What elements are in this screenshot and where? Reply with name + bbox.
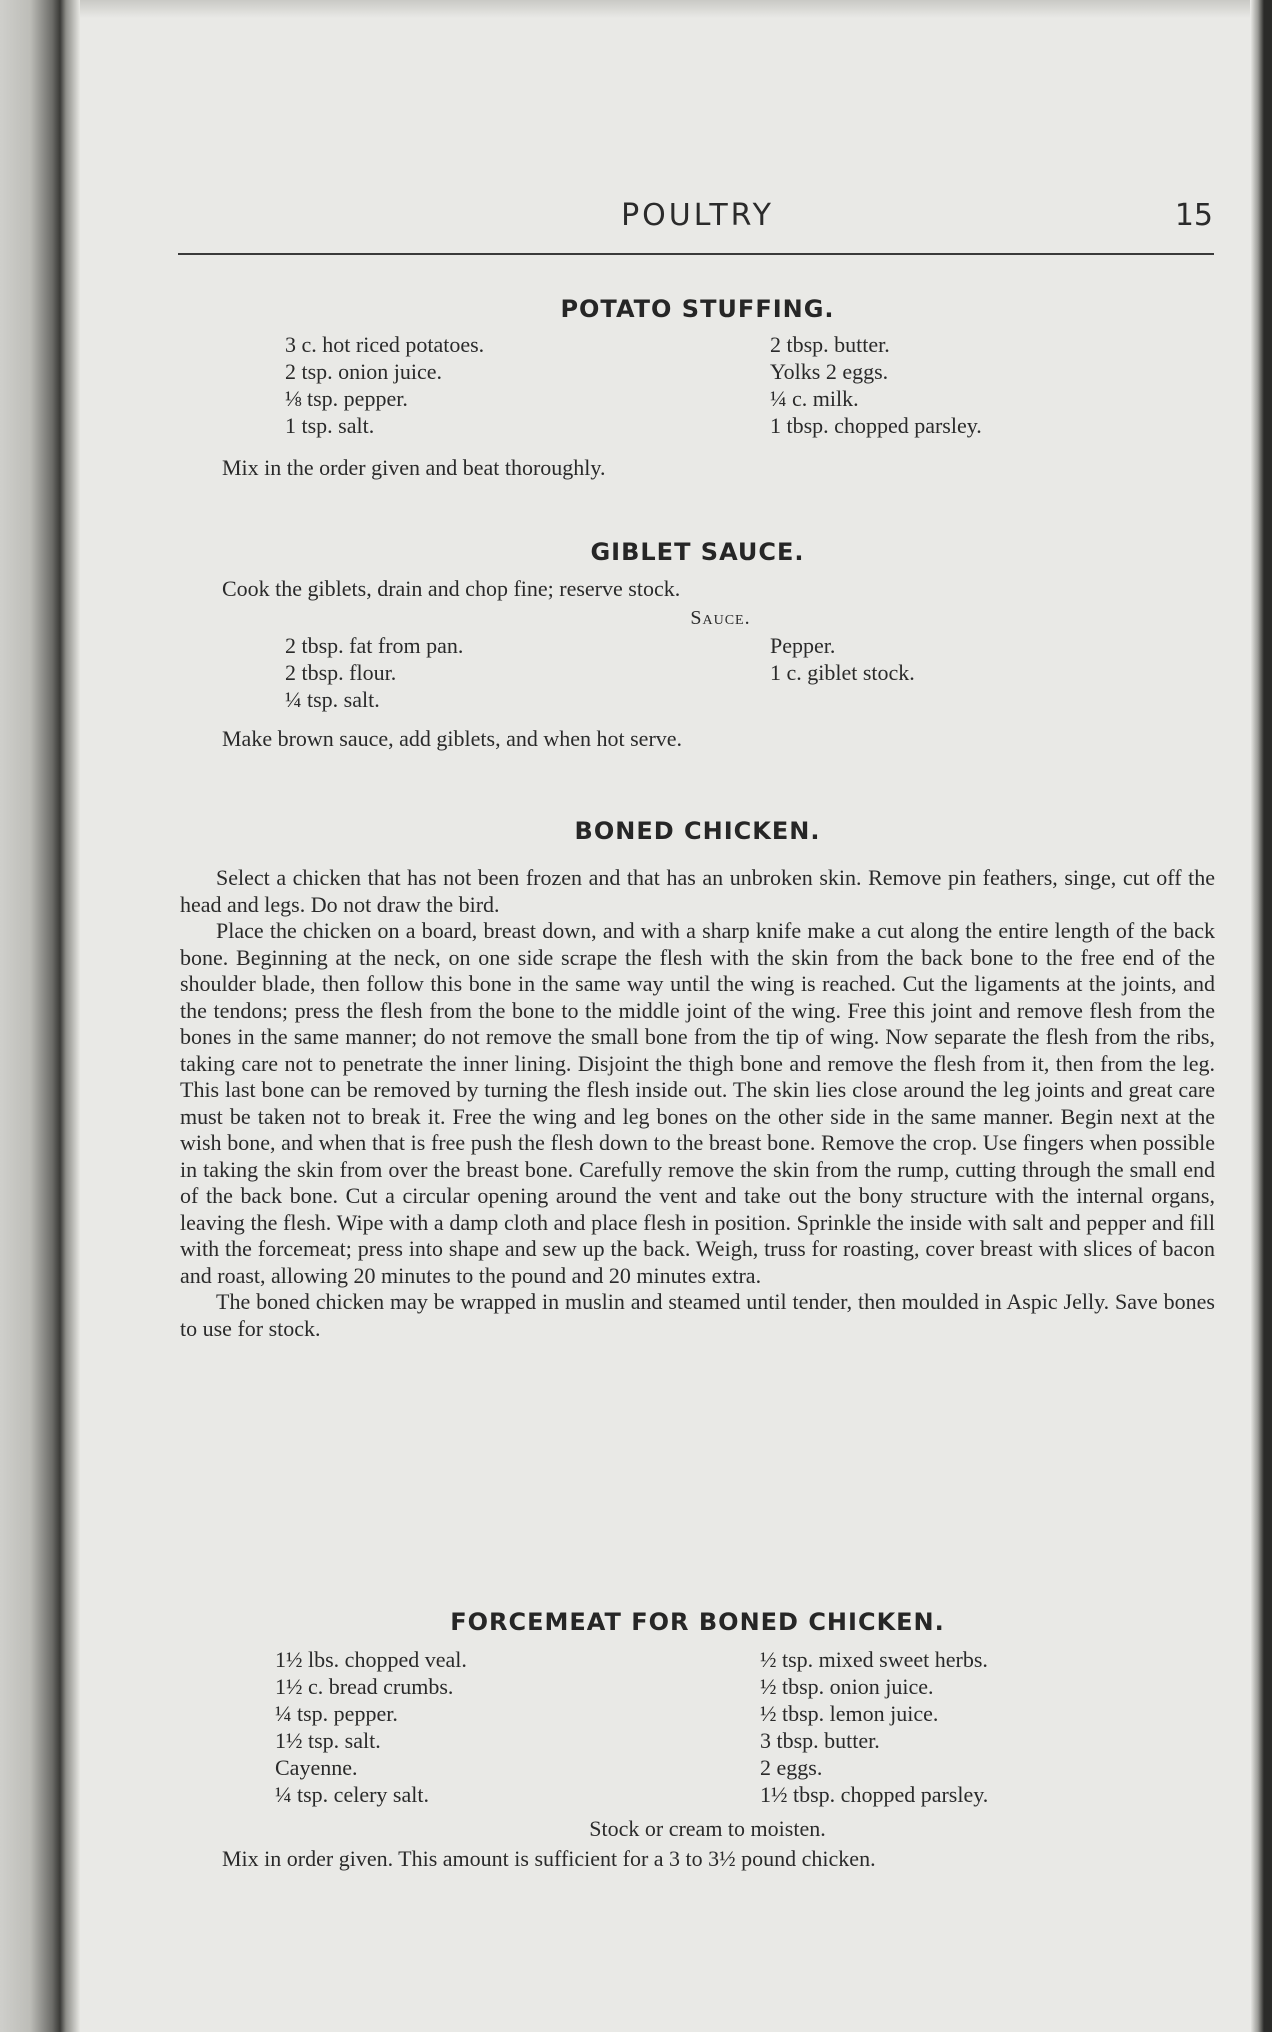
ingredient: 1 tbsp. chopped parsley. [770, 413, 982, 438]
ingredient: ¼ c. milk. [770, 386, 859, 411]
ingredient: ¼ tsp. salt. [285, 686, 380, 712]
recipe-method: Mix in order given. This amount is sufficient for a 3 to 3½ pound chicken. [222, 1846, 876, 1871]
recipe-giblet-sauce [180, 538, 1215, 752]
ingredient: ¼ tsp. celery salt. [275, 1782, 429, 1807]
book-spine-shadow [0, 0, 80, 2032]
book-page [80, 0, 1250, 2032]
ingredient: Cayenne. [275, 1755, 358, 1780]
ingredient: 3 c. hot riced potatoes. [285, 332, 485, 357]
page-header [180, 198, 1215, 248]
ingredient: 2 eggs. [760, 1755, 823, 1780]
ingredient-column-left [275, 1646, 467, 1808]
ingredient-column-left [285, 632, 463, 713]
ingredient: 3 tbsp. butter. [760, 1728, 880, 1753]
recipe-title: GIBLET SAUCE. [590, 538, 805, 566]
ingredient: 2 tbsp. butter. [770, 332, 890, 357]
ingredient: 1½ tbsp. chopped parsley. [760, 1782, 989, 1807]
sauce-subheading: Sauce. [690, 606, 751, 629]
recipe-paragraph: The boned chicken may be wrapped in muslin and steamed until tender, then moulded in Aspic Jelly. Save bones to use for stock. [180, 1289, 1215, 1341]
ingredient: 1½ tsp. salt. [275, 1728, 381, 1753]
page-number: 15 [1174, 198, 1213, 233]
recipe-potato-stuffing [180, 295, 1215, 482]
recipe-title: FORCEMEAT FOR BONED CHICKEN. [450, 1608, 945, 1636]
ingredient: ¼ tsp. pepper. [275, 1701, 398, 1726]
ingredient: 2 tbsp. flour. [285, 659, 397, 685]
ingredient: 1 tsp. salt. [285, 413, 375, 438]
ingredient-columns [180, 1646, 1215, 1810]
ingredient: 1½ c. bread crumbs. [275, 1674, 454, 1699]
recipe-intro: Cook the giblets, drain and chop fine; reserve stock. [222, 576, 681, 601]
ingredient: 2 tsp. onion juice. [285, 359, 443, 384]
ingredient: Pepper. [770, 632, 836, 658]
recipe-paragraph: Place the chicken on a board, breast down, and with a sharp knife make a cut along the entire length of the back bone. Beginning at the neck, on one side scrape the flesh with the skin from the back bone to the free end of the shoulder blade, then follow this bone in the same way until the wing is reached. Cut the ligaments at the joints, and the tendons; press the flesh from the bone to the middle joint of the wing. Free this joint and remove flesh from the bones in the same manner; do not remove the small bone from the tip of wing. Now separate the flesh from the ribs, taking care not to penetrate the inner lining. Disjoint the thigh bone and remove the flesh from it, then from the leg. This last bone can be removed by turning the flesh inside out. The skin lies close around the leg joints and great care must be taken not to break it. Free the wing and leg bones on the other side in the same manner. Begin next at the wish bone, and when that is free push the flesh down to the breast bone. Remove the crop. Use fingers when possible in taking the skin from over the breast bone. Carefully remove the skin from the rump, cutting through the small end of the back bone. Cut a circular opening around the vent and take out the bony structure with the internal organs, leaving the flesh. Wipe with a damp cloth and place flesh in position. Sprinkle the inside with salt and pepper and fill with the forcemeat; press into shape and sew up the back. Weigh, truss for roasting, cover breast with slices of bacon and roast, allowing 20 minutes to the pound and 20 minutes extra. [180, 918, 1215, 1288]
ingredient: Yolks 2 eggs. [770, 359, 889, 384]
ingredient: ½ tbsp. lemon juice. [760, 1701, 939, 1726]
ingredient-column-right [770, 331, 982, 439]
recipe-title: BONED CHICKEN. [574, 817, 821, 845]
ingredient: ½ tsp. mixed sweet herbs. [760, 1647, 988, 1672]
ingredient-column-right [770, 632, 915, 686]
header-rule [178, 253, 1214, 255]
moisten-note: Stock or cream to moisten. [589, 1816, 826, 1841]
ingredient-columns [180, 331, 1215, 441]
ingredient: ½ tbsp. onion juice. [760, 1674, 934, 1699]
running-title: POULTRY [621, 198, 774, 233]
recipe-forcemeat [180, 1608, 1215, 1873]
page-right-edge [1250, 0, 1272, 2032]
ingredient: 1 c. giblet stock. [770, 659, 915, 685]
recipe-paragraph: Select a chicken that has not been frozen and that has an unbroken skin. Remove pin feathers, singe, cut off the head and legs. Do not draw the bird. [180, 865, 1215, 917]
ingredient: 1½ lbs. chopped veal. [275, 1647, 467, 1672]
ingredient: 2 tbsp. fat from pan. [285, 632, 464, 658]
ingredient-columns [180, 632, 1215, 714]
recipe-method: Make brown sauce, add giblets, and when hot serve. [222, 725, 683, 751]
recipe-method: Mix in the order given and beat thoroughly. [222, 455, 606, 480]
recipe-boned-chicken [180, 817, 1215, 1342]
ingredient-column-right [760, 1646, 988, 1808]
recipe-title: POTATO STUFFING. [560, 295, 835, 323]
ingredient: ⅛ tsp. pepper. [285, 386, 408, 411]
ingredient-column-left [285, 331, 484, 439]
